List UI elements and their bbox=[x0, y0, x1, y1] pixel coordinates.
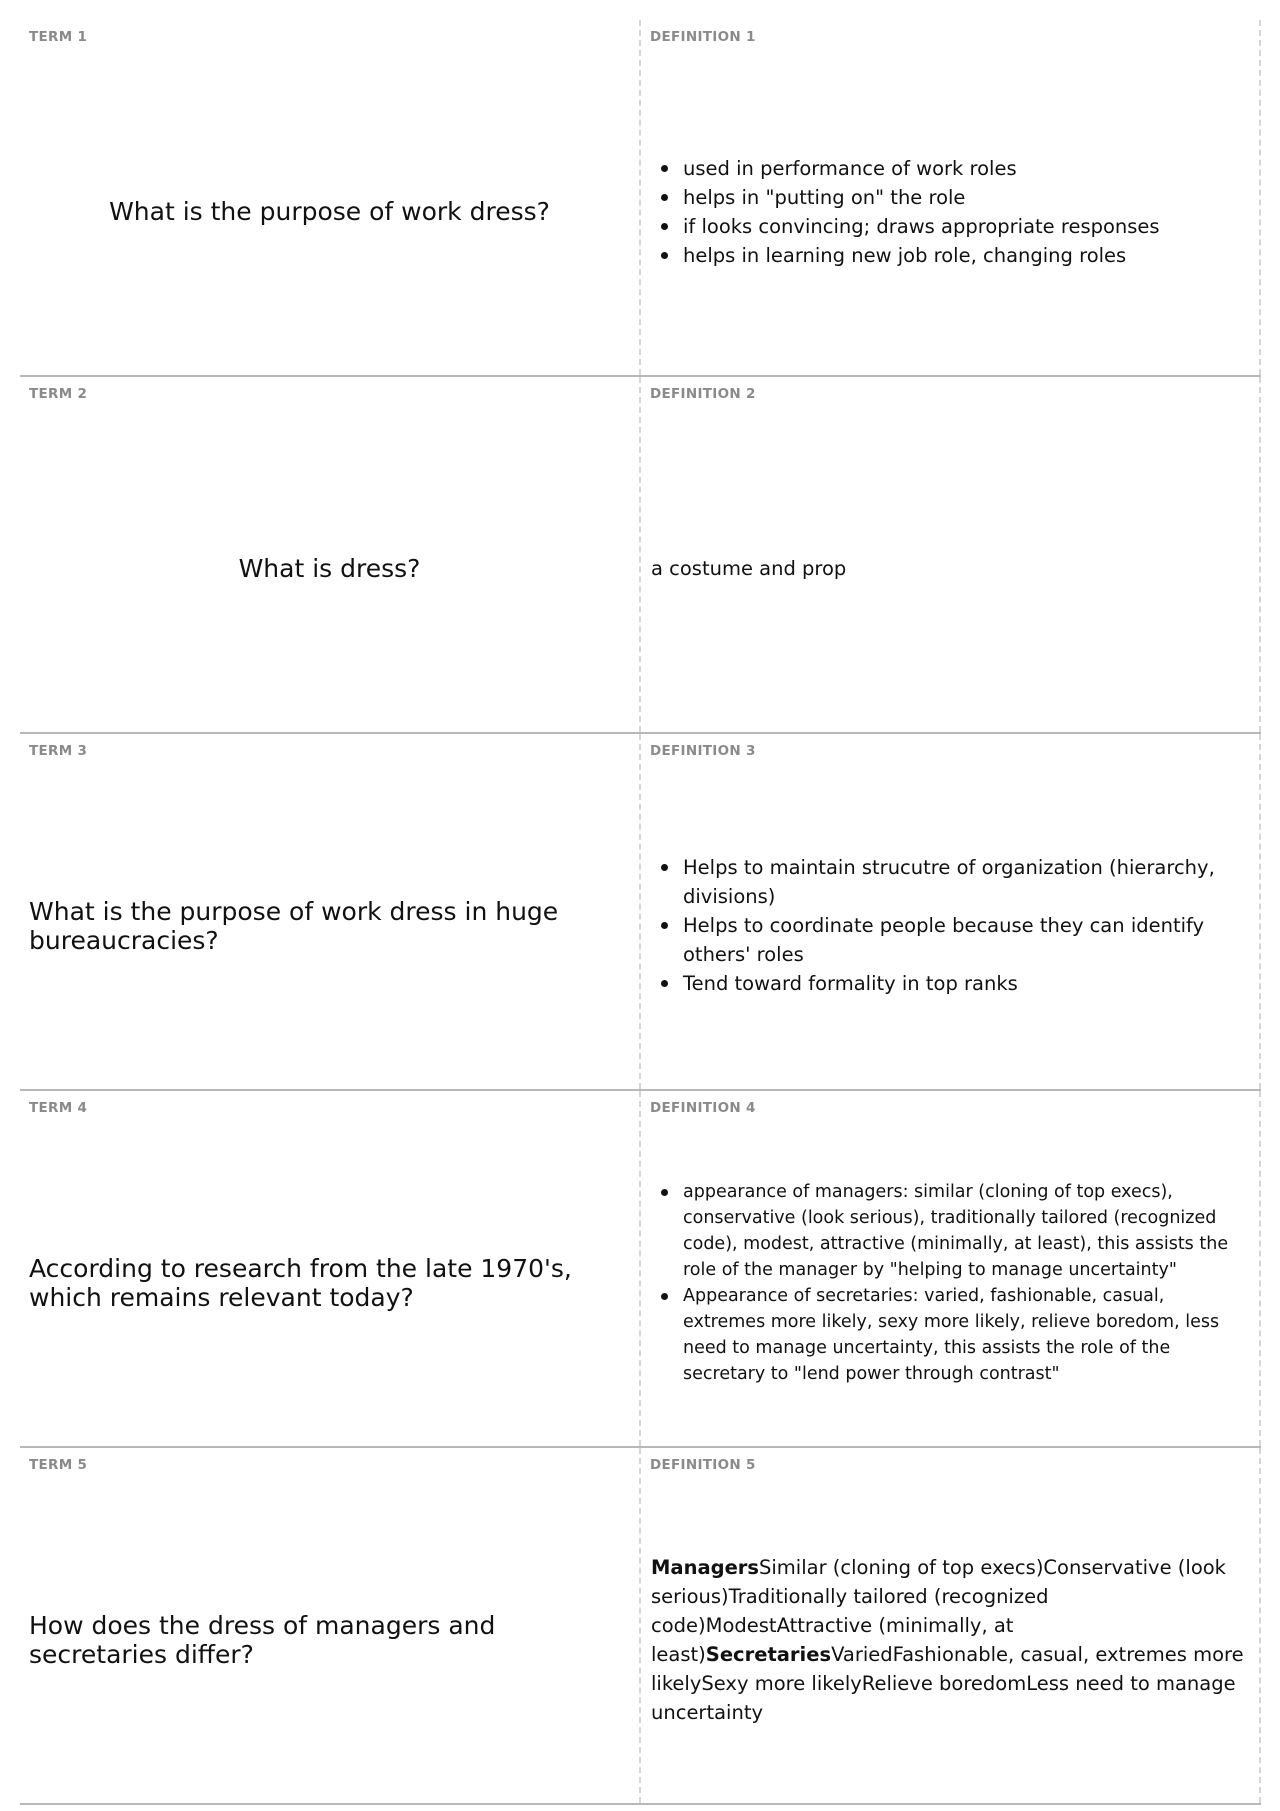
flashcard-sheet bbox=[20, 20, 1261, 1805]
secretaries-heading: Secretaries bbox=[705, 1642, 832, 1666]
definition-text bbox=[651, 54, 1247, 369]
definition-tag: DEFINITION 5 bbox=[650, 1457, 756, 1473]
definition-tag: DEFINITION 2 bbox=[650, 386, 756, 402]
term-cell bbox=[20, 1091, 641, 1446]
definition-list bbox=[651, 1179, 1247, 1387]
definition-list bbox=[651, 853, 1247, 998]
card-row bbox=[20, 1448, 1261, 1805]
definition-cell bbox=[641, 734, 1261, 1089]
term-text: How does the dress of managers and secretaries differ? bbox=[29, 1610, 496, 1669]
term-cell bbox=[20, 377, 641, 732]
list-item: Helps to maintain strucutre of organization (hierarchy, divisions) bbox=[683, 853, 1247, 911]
definition-tag: DEFINITION 1 bbox=[650, 29, 756, 45]
list-item: Appearance of secretaries: varied, fashionable, casual, extremes more likely, sexy more likely, relieve boredom, less need to manage uncertainty, this assists the role of the secretary to "lend power through contrast" bbox=[683, 1283, 1247, 1387]
managers-text: Similar (cloning of top execs)Conservative (look serious)Traditionally tailored (recognized code)ModestAttractive (minimally, at least) bbox=[651, 1555, 1226, 1666]
list-item: used in performance of work roles bbox=[683, 154, 1160, 183]
card-row bbox=[20, 377, 1261, 734]
term-cell bbox=[20, 734, 641, 1089]
list-item: helps in learning new job role, changing roles bbox=[683, 241, 1160, 270]
secretaries-text: VariedFashionable, casual, extremes more likelySexy more likelyRelieve boredomLess need to manage uncertainty bbox=[651, 1642, 1244, 1724]
definition-cell bbox=[641, 20, 1261, 375]
term-cell bbox=[20, 20, 641, 375]
list-item: appearance of managers: similar (cloning of top execs), conservative (look serious), traditionally tailored (recognized code), modest, attractive (minimally, at least), this assists the role of the manager by "helping to manage uncertainty" bbox=[683, 1179, 1247, 1283]
definition-tag: DEFINITION 3 bbox=[650, 743, 756, 759]
definition-list bbox=[651, 154, 1160, 270]
definition-cell bbox=[641, 377, 1261, 732]
definition-text bbox=[651, 1125, 1247, 1440]
card-row bbox=[20, 734, 1261, 1091]
term-text: What is the purpose of work dress in huge bureaucracies? bbox=[29, 896, 559, 955]
term-tag: TERM 5 bbox=[29, 1457, 88, 1473]
term-tag: TERM 2 bbox=[29, 386, 88, 402]
list-item: if looks convincing; draws appropriate responses bbox=[683, 212, 1160, 241]
term-tag: TERM 3 bbox=[29, 743, 88, 759]
term-tag: TERM 1 bbox=[29, 29, 88, 45]
definition-text: a costume and prop bbox=[651, 557, 847, 580]
definition-tag: DEFINITION 4 bbox=[650, 1100, 756, 1116]
definition-text bbox=[651, 768, 1247, 1083]
list-item: Helps to coordinate people because they can identify others' roles bbox=[683, 911, 1247, 969]
definition-text bbox=[651, 1482, 1247, 1797]
card-row bbox=[20, 1091, 1261, 1448]
definition-cell bbox=[641, 1091, 1261, 1446]
term-text: According to research from the late 1970's, which remains relevant today? bbox=[29, 1253, 572, 1312]
definition-cell bbox=[641, 1448, 1261, 1803]
list-item: helps in "putting on" the role bbox=[683, 183, 1160, 212]
term-cell bbox=[20, 1448, 641, 1803]
term-text: What is the purpose of work dress? bbox=[109, 197, 550, 226]
card-row bbox=[20, 20, 1261, 377]
term-text: What is dress? bbox=[238, 554, 421, 583]
term-tag: TERM 4 bbox=[29, 1100, 88, 1116]
list-item: Tend toward formality in top ranks bbox=[683, 969, 1247, 998]
managers-heading: Managers bbox=[651, 1555, 760, 1579]
definition-rich-text bbox=[651, 1553, 1247, 1727]
